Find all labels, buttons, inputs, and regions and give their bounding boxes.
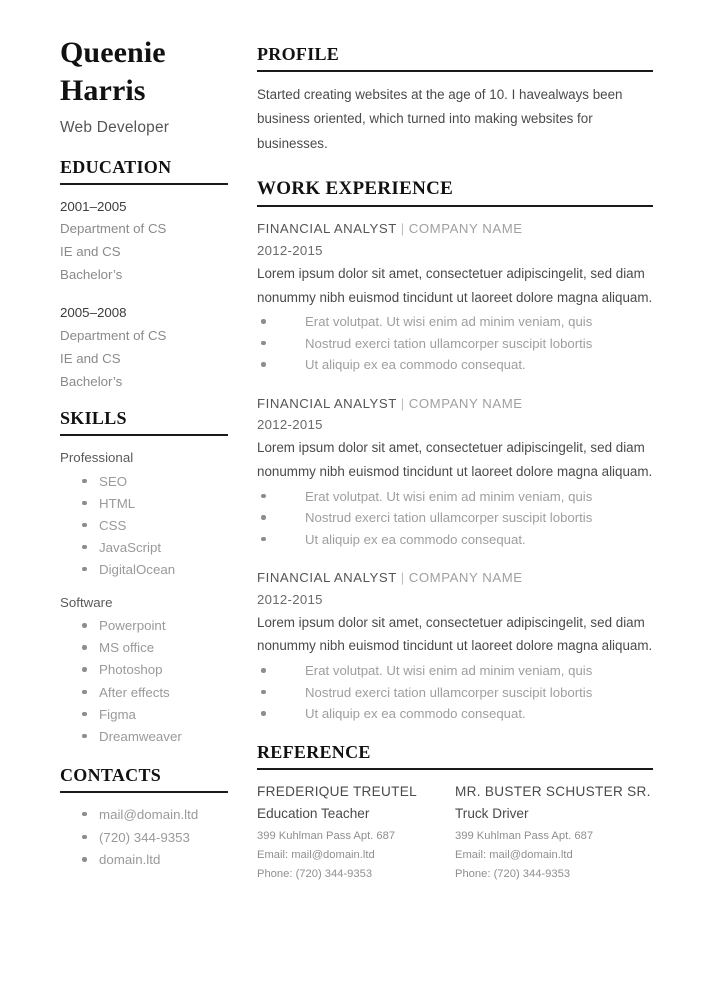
job-list [257,218,653,724]
job-bullet-item: Erat volutpat. Ut wisi enim ad minim veniam, quis [257,660,653,682]
skill-item: Photoshop [82,659,228,681]
contact-list [82,804,228,873]
reference-name: MR. BUSTER SCHUSTER SR. [455,783,651,799]
skill-item: CSS [82,515,228,537]
education-rule [60,183,228,185]
job-entry [257,393,653,550]
job-date-range: 2012-2015 [257,591,323,607]
job-description: Lorem ipsum dolor sit amet, consectetuer adipiscingelit, sed diam nonummy nibh euismod tincidunt ut laoreet dolore magna aliquam. [257,614,653,654]
work-experience-heading: WORK EXPERIENCE [257,178,454,200]
skill-group-label: Professional [60,450,134,466]
skills-heading-wrap [60,408,228,436]
reference-section [257,742,653,885]
reference-email: Email: mail@domain.ltd [455,848,573,861]
job-title-separator: | [400,395,405,411]
job-title-row [257,393,653,414]
job-title: FINANCIAL ANALYST [257,570,397,586]
skills-heading: SKILLS [60,408,127,429]
contacts-section [60,765,228,873]
job-date-range: 2012-2015 [257,417,323,433]
profile-heading: PROFILE [257,44,340,64]
reference-heading: REFERENCE [257,741,371,762]
skill-item: HTML [82,493,228,515]
skill-item: After effects [82,682,228,704]
skill-item: MS office [82,637,228,659]
job-title-separator: | [400,221,405,237]
job-bullet-item: Nostrud exerci tation ullamcorper suscipit lobortis [257,333,653,355]
skill-list [82,471,228,581]
profile-section [257,44,653,156]
job-bullet-item: Erat volutpat. Ut wisi enim ad minim veniam, quis [257,311,653,333]
profile-rule [257,70,653,72]
work-experience-rule [257,205,653,207]
reference-entry [455,781,653,885]
contacts-heading-wrap [60,765,228,793]
reference-heading-wrap [257,742,653,770]
skills-section [60,408,228,747]
skill-item: JavaScript [82,537,228,559]
education-detail-line: Bachelor’s [60,373,123,389]
profile-text: Started creating websites at the age of 10. I havealways been business oriented, which turned into making websites for businesses. [257,87,623,151]
job-title: FINANCIAL ANALYST [257,221,397,237]
education-detail-line: Department of CS [60,327,167,343]
reference-role: Education Teacher [257,805,370,821]
skill-item: DigitalOcean [82,559,228,581]
job-bullet-item: Nostrud exerci tation ullamcorper suscipit lobortis [257,507,653,529]
sidebar-column [60,34,228,872]
job-title-row [257,567,653,588]
reference-email: Email: mail@domain.ltd [257,848,375,861]
reference-address: 399 Kuhlman Pass Apt. 687 [257,829,396,842]
reference-role: Truck Driver [455,805,529,821]
work-experience-heading-wrap [257,178,653,207]
education-detail-line: Department of CS [60,221,167,237]
profile-heading-wrap [257,44,653,72]
job-bullet-list [257,486,653,551]
skill-item: Figma [82,704,228,726]
education-detail-line: Bachelor’s [60,267,123,283]
job-date-range: 2012-2015 [257,242,323,258]
job-bullet-item: Ut aliquip ex ea commodo consequat. [257,703,653,725]
job-bullet-item: Erat volutpat. Ut wisi enim ad minim veniam, quis [257,486,653,508]
education-date: 2001–2005 [60,198,127,214]
skill-item: Dreamweaver [82,726,228,748]
skill-item: SEO [82,471,228,493]
job-company: COMPANY NAME [408,221,523,237]
reference-phone: Phone: (720) 344-9353 [455,868,571,881]
education-section [60,157,228,394]
job-bullet-list [257,660,653,725]
education-heading: EDUCATION [60,156,172,177]
job-description: Lorem ipsum dolor sit amet, consectetuer adipiscingelit, sed diam nonummy nibh euismod tincidunt ut laoreet dolore magna aliquam. [257,265,653,305]
reference-phone: Phone: (720) 344-9353 [257,868,373,881]
contact-item[interactable]: domain.ltd [82,849,228,872]
job-bullet-item: Nostrud exerci tation ullamcorper suscipit lobortis [257,682,653,704]
contact-item[interactable]: (720) 344-9353 [82,827,228,850]
job-bullet-list [257,311,653,376]
spacer [257,156,653,178]
name-block [60,34,228,137]
job-entry [257,218,653,375]
contacts-heading: CONTACTS [60,764,162,785]
reference-list [257,781,653,885]
contacts-rule [60,791,228,793]
job-company: COMPANY NAME [408,395,523,411]
skill-group-list [60,447,228,747]
skill-group-label: Software [60,595,113,611]
reference-address: 399 Kuhlman Pass Apt. 687 [455,829,594,842]
education-entry-list [60,196,228,394]
job-title-row [257,218,653,239]
work-experience-section [257,178,653,724]
reference-name: FREDERIQUE TREUTEL [257,783,417,799]
job-bullet-item: Ut aliquip ex ea commodo consequat. [257,529,653,551]
education-heading-wrap [60,157,228,185]
candidate-name-line1: Queenie [60,36,166,69]
education-entry [60,302,228,393]
skill-item: Powerpoint [82,615,228,637]
job-title: FINANCIAL ANALYST [257,395,397,411]
job-entry [257,567,653,724]
job-title-separator: | [400,570,405,586]
job-bullet-item: Ut aliquip ex ea commodo consequat. [257,354,653,376]
reference-entry [257,781,455,885]
education-entry [60,196,228,287]
skill-list [82,615,228,747]
job-company: COMPANY NAME [408,570,523,586]
education-detail-line: IE and CS [60,244,121,260]
contact-item[interactable]: mail@domain.ltd [82,804,228,827]
spacer [60,581,228,592]
education-date: 2005–2008 [60,305,127,321]
candidate-job-title: Web Developer [60,118,170,136]
candidate-name-line2: Harris [60,73,146,107]
education-detail-line: IE and CS [60,350,121,366]
reference-rule [257,768,653,770]
skills-rule [60,434,228,436]
job-description: Lorem ipsum dolor sit amet, consectetuer adipiscingelit, sed diam nonummy nibh euismod tincidunt ut laoreet dolore magna aliquam. [257,440,653,479]
main-column [257,44,653,884]
